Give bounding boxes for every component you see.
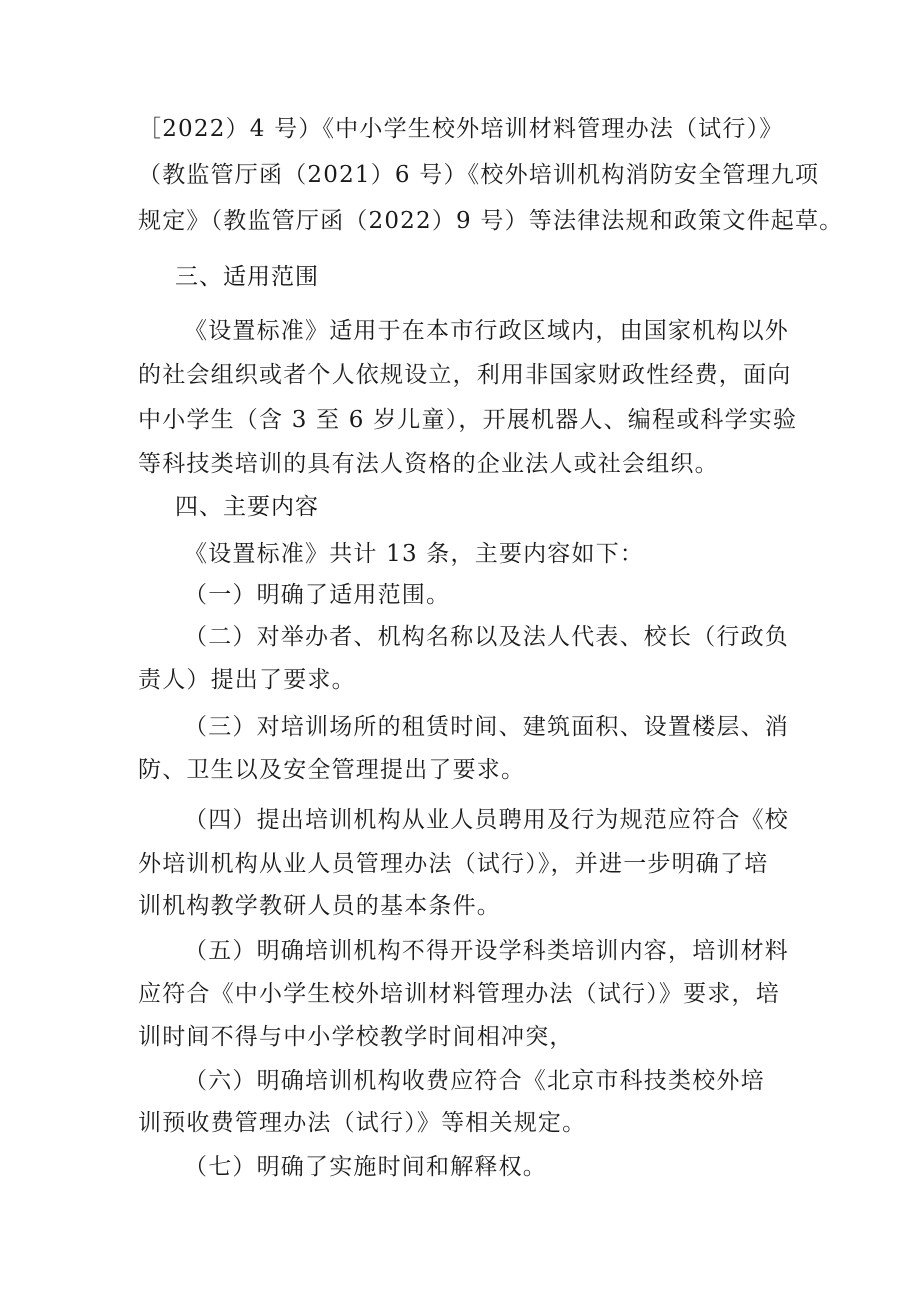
section-heading-content: 四、主要内容 — [175, 494, 319, 520]
paragraph-line: （教监管厅函（2021）6 号）《校外培训机构消防安全管理九项 — [138, 162, 820, 188]
list-item-line: （六）明确培训机构收费应符合《北京市科技类校外培 — [184, 1068, 765, 1094]
paragraph-line: 规定》（教监管厅函（2022）9 号）等法律法规和政策文件起草。 — [138, 208, 844, 234]
list-item-line: 训预收费管理办法（试行）》等相关规定。 — [138, 1110, 587, 1136]
paragraph-line: 的社会组织或者个人依规设立，利用非国家财政性经费，面向 — [138, 362, 792, 388]
paragraph-line: 等科技类培训的具有法人资格的企业法人或社会组织。 — [138, 451, 719, 477]
paragraph-line: 中小学生（含 3 至 6 岁儿童），开展机器人、编程或科学实验 — [138, 407, 798, 433]
list-item-line: （七）明确了实施时间和解释权。 — [184, 1154, 547, 1180]
list-item-line: （三）对培训场所的租赁时间、建筑面积、设置楼层、消 — [184, 714, 789, 740]
list-item-line: （二）对举办者、机构名称以及法人代表、校长（行政负 — [184, 624, 789, 650]
section-heading-scope: 三、适用范围 — [175, 264, 319, 290]
paragraph-line: 《设置标准》共计 13 条，主要内容如下： — [184, 541, 645, 567]
paragraph-line: ［2022）4 号）《中小学生校外培训材料管理办法（试行）》 — [138, 116, 784, 142]
list-item-line: （一）明确了适用范围。 — [184, 582, 451, 608]
list-item-line: 防、卫生以及安全管理提出了要求。 — [138, 757, 526, 783]
list-item-line: 责人）提出了要求。 — [138, 667, 356, 693]
list-item-line: 训机构教学教研人员的基本条件。 — [138, 893, 501, 919]
list-item-line: 应符合《中小学生校外培训材料管理办法（试行）》要求，培 — [138, 981, 780, 1007]
paragraph-line: 《设置标准》适用于在本市行政区域内，由国家机构以外 — [184, 318, 789, 344]
list-item-line: （四）提出培训机构从业人员聘用及行为规范应符合《校 — [184, 807, 789, 833]
list-item-line: 外培训机构从业人员管理办法（试行）》，并进一步明确了培 — [138, 851, 769, 877]
list-item-line: （五）明确培训机构不得开设学科类培训内容，培训材料 — [184, 938, 789, 964]
list-item-line: 训时间不得与中小学校教学时间相冲突， — [138, 1024, 574, 1050]
